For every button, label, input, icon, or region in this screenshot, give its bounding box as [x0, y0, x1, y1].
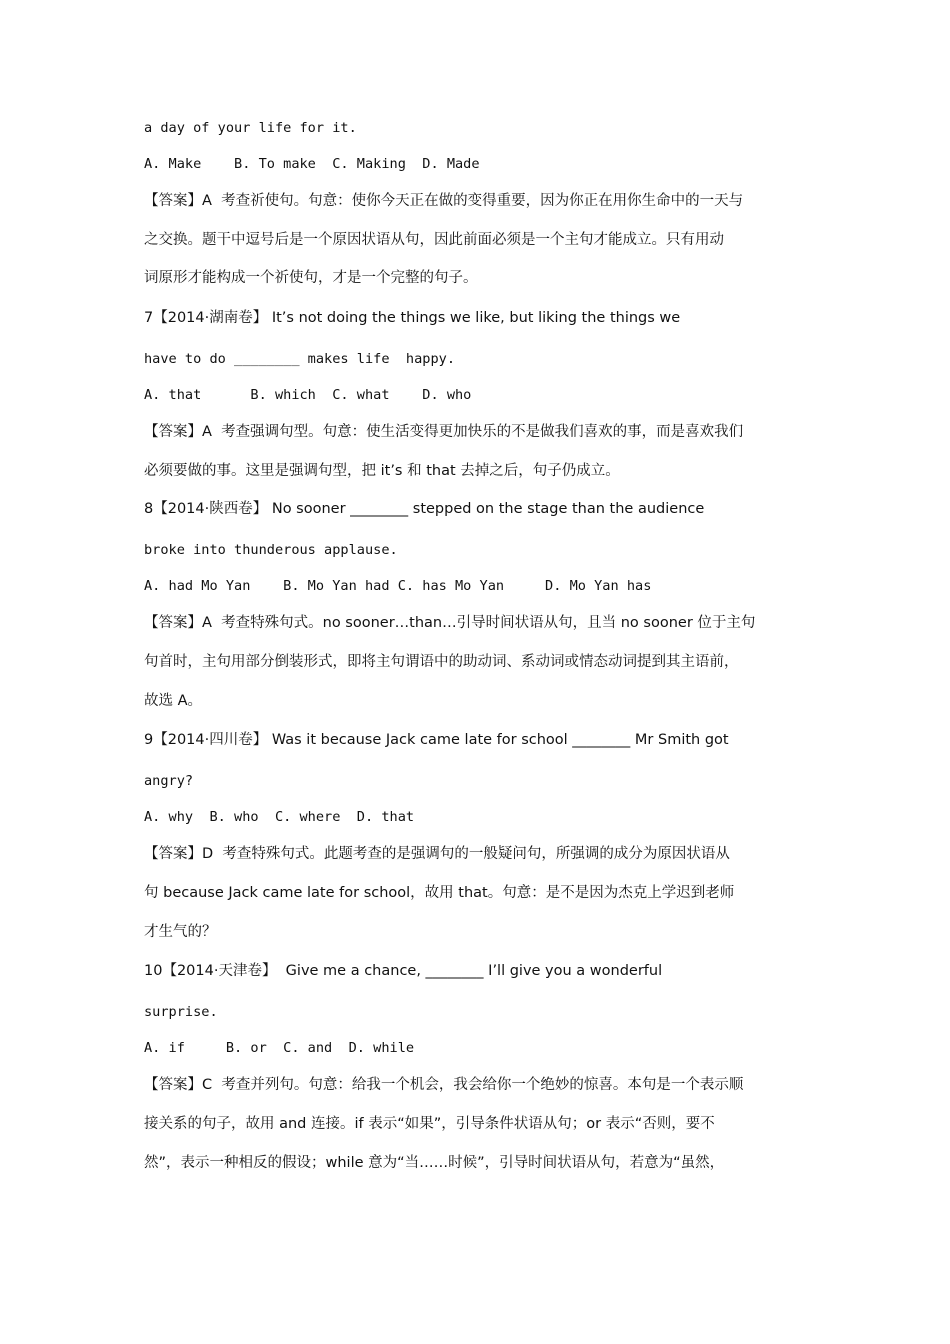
- text-line: 接关系的句子，故用 and 连接。if 表示“如果”，引导条件状语从句；or 表示“否则，要不: [144, 1116, 715, 1132]
- text-line: 之交换。题干中逗号后是一个原因状语从句，因此前面必须是一个主句才能成立。只有用动: [144, 232, 724, 248]
- text-line: 才生气的？: [144, 924, 217, 940]
- answer-line: 【答案】A 考查强调句型。句意：使生活变得更加快乐的不是做我们喜欢的事，而是喜欢我们: [144, 424, 744, 440]
- options-line: A. why B. who C. where D. that: [144, 809, 415, 825]
- options-line: A. had Mo Yan B. Mo Yan had C. has Mo Yan D. Mo Yan has: [144, 578, 652, 594]
- text-line: 然”，表示一种相反的假设；while 意为“当……时候”，引导时间状语从句，若意为“虽然，: [144, 1155, 725, 1171]
- text-line: 词原形才能构成一个祈使句，才是一个完整的句子。: [144, 270, 478, 286]
- text-line: 句 because Jack came late for school，故用 that。句意：是不是因为杰克上学迟到老师: [144, 885, 735, 901]
- text-line: surprise.: [144, 1004, 218, 1020]
- text-line: 必须要做的事。这里是强调句型，把 it’s 和 that 去掉之后，句子仍成立。: [144, 463, 620, 479]
- text-line: 故选 A。: [144, 693, 203, 709]
- options-line: A. Make B. To make C. Making D. Made: [144, 156, 480, 172]
- question-line: 10【2014·天津卷】 Give me a chance, ________ I’ll give you a wonderful: [144, 963, 663, 979]
- question-line: 7【2014·湖南卷】 It’s not doing the things we like, but liking the things we: [144, 310, 681, 326]
- question-line: 8【2014·陕西卷】 No sooner ________ stepped on the stage than the audience: [144, 501, 705, 517]
- text-line: broke into thunderous applause.: [144, 542, 398, 558]
- text-line: angry?: [144, 773, 194, 789]
- answer-line: 【答案】A 考查祈使句。句意：使你今天正在做的变得重要，因为你正在用你生命中的一天与: [144, 193, 744, 209]
- text-line: have to do ________ makes life happy.: [144, 351, 455, 367]
- answer-line: 【答案】D 考查特殊句式。此题考查的是强调句的一般疑问句，所强调的成分为原因状语从: [144, 846, 730, 862]
- answer-line: 【答案】C 考查并列句。句意：给我一个机会，我会给你一个绝妙的惊喜。本句是一个表示顺: [144, 1077, 744, 1093]
- options-line: A. if B. or C. and D. while: [144, 1040, 415, 1056]
- answer-line: 【答案】A 考查特殊句式。no sooner…than…引导时间状语从句，且当 no sooner 位于主句: [144, 615, 756, 631]
- text-line: 句首时，主句用部分倒装形式，即将主句谓语中的助动词、系动词或情态动词提到其主语前，: [144, 654, 739, 670]
- options-line: A. that B. which C. what D. who: [144, 387, 472, 403]
- question-line: 9【2014·四川卷】 Was it because Jack came late for school ________ Mr Smith got: [144, 732, 729, 748]
- text-line: a day of your life for it.: [144, 120, 357, 136]
